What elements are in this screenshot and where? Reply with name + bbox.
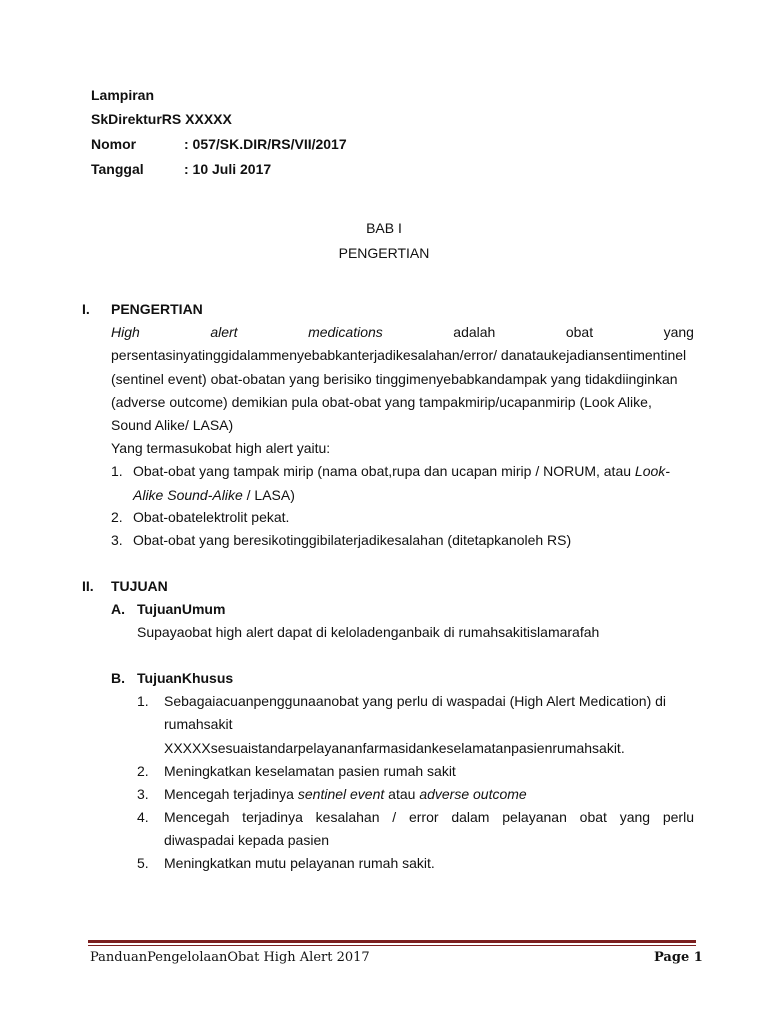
list-item-number: 3. — [137, 786, 149, 802]
list-item-continuation: XXXXXsesuaistandarpelayananfarmasidankeselamatanpasienrumahsakit. — [164, 740, 625, 756]
section2-roman: II. — [82, 578, 94, 594]
lampiran-label: Lampiran — [91, 87, 155, 103]
def-word-alert: alert — [210, 324, 238, 340]
footer-rule — [88, 940, 696, 943]
tanggal-value: : 10 Juli 2017 — [184, 161, 272, 177]
def-word-yang: yang — [663, 324, 694, 340]
list-item: Mencegah terjadinya sentinel event atau adverse outcome — [164, 786, 527, 802]
subsection-b-title: TujuanKhusus — [137, 670, 234, 686]
definition-line-5: Sound Alike/ LASA) — [111, 417, 234, 433]
def-word-high: High — [111, 324, 140, 340]
tujuan-umum-text: Supayaobat high alert dapat di keloladenganbaik di rumahsakitislamarafah — [137, 624, 600, 640]
def-word-obat: obat — [565, 324, 594, 340]
nomor-value: : 057/SK.DIR/RS/VII/2017 — [184, 136, 347, 152]
tanggal-label: Tanggal — [91, 161, 144, 177]
def-word-medications: medications — [308, 324, 383, 340]
footer-title: PanduanPengelolaanObat High Alert 2017 — [90, 950, 370, 965]
page-number: Page 1 — [654, 950, 703, 965]
chapter-number: BAB I — [366, 220, 402, 236]
high-alert-intro: Yang termasukobat high alert yaitu: — [111, 440, 331, 456]
list-item: Mencegah terjadinya kesalahan / error dalam pelayanan obat yang perlu — [164, 809, 694, 825]
list-item-number: 1. — [137, 693, 149, 709]
list-item-continuation: diwaspadai kepada pasien — [164, 832, 330, 848]
list-item-number: 1. — [111, 463, 123, 479]
section1-title: PENGERTIAN — [111, 301, 203, 317]
list-item-continuation: rumahsakit — [164, 716, 233, 732]
list-item: Meningkatkan mutu pelayanan rumah sakit. — [164, 855, 435, 871]
definition-line-4: (adverse outcome) demikian pula obat-obat yang tampakmirip/ucapanmirip (Look Alike, — [111, 394, 652, 410]
footer-rule-thin — [88, 945, 696, 946]
list-item-number: 2. — [137, 763, 149, 779]
list-item-number: 3. — [111, 532, 123, 548]
def-word-adalah: adalah — [453, 324, 496, 340]
list-item-number: 2. — [111, 509, 123, 525]
definition-line-1 — [111, 324, 694, 340]
subsection-a-title: TujuanUmum — [137, 601, 226, 617]
list-item: Obat-obatelektrolit pekat. — [133, 509, 290, 525]
subsection-b-letter: B. — [111, 670, 125, 686]
subsection-a-letter: A. — [111, 601, 125, 617]
definition-line-2: persentasinyatinggidalammenyebabkanterjadikesalahan/error/ danataukejadiansentimentinel — [111, 347, 687, 363]
list-item-number: 5. — [137, 855, 149, 871]
section2-title: TUJUAN — [111, 578, 168, 594]
definition-line-3: (sentinel event) obat-obatan yang berisiko tinggimenyebabkandampak yang tidakdiinginkan — [111, 371, 678, 387]
list-item: Obat-obat yang tampak mirip (nama obat,rupa dan ucapan mirip / NORUM, atau Look- — [133, 463, 670, 479]
list-item-continuation: Alike Sound-Alike / LASA) — [133, 487, 295, 503]
section1-roman: I. — [82, 301, 90, 317]
nomor-label: Nomor — [91, 136, 137, 152]
list-item: Obat-obat yang beresikotinggibilaterjadikesalahan (ditetapkanoleh RS) — [133, 532, 572, 548]
chapter-title: PENGERTIAN — [338, 245, 430, 261]
list-item-number: 4. — [137, 809, 149, 825]
sk-direktur: SkDirekturRS XXXXX — [91, 111, 232, 127]
list-item: Sebagaiacuanpenggunaanobat yang perlu di waspadai (High Alert Medication) di — [164, 693, 667, 709]
list-item: Meningkatkan keselamatan pasien rumah sakit — [164, 763, 456, 779]
